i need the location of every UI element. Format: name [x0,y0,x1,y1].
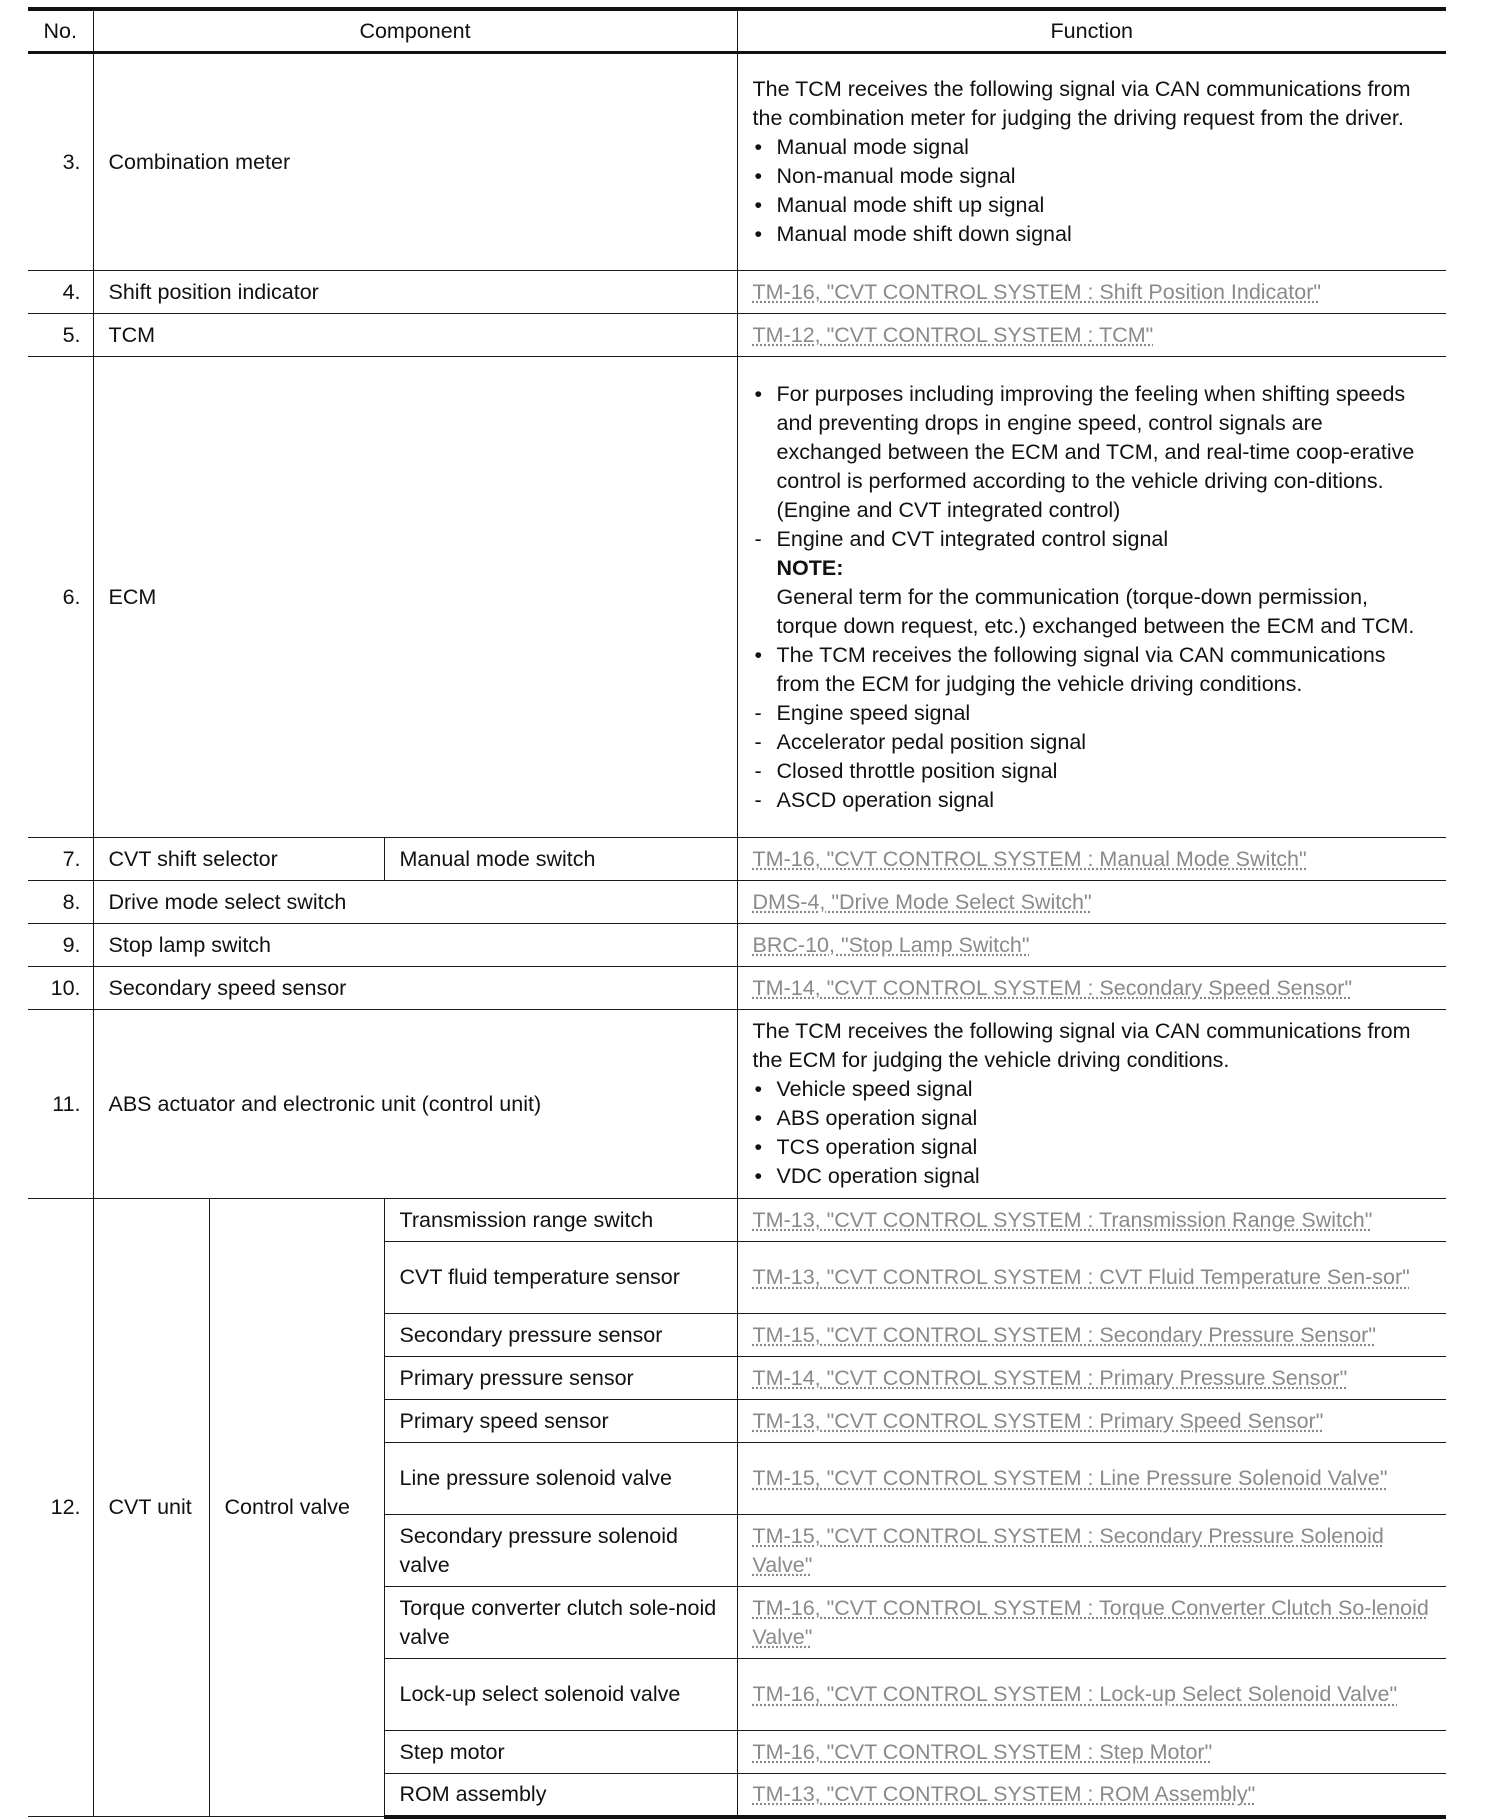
component-name: Shift position indicator [93,271,737,314]
part-name: Primary pressure sensor [384,1357,737,1400]
note-text: General term for the communication (torque-down permission, torque down request, etc.) exchanged between the ECM and TCM. [776,584,1415,638]
reference-link[interactable]: TM-13, "CVT CONTROL SYSTEM : CVT Fluid Temperature Sen-sor" [752,1265,1410,1289]
table-row [28,838,1446,881]
row-number: 11. [28,1010,93,1199]
list-item: • VDC operation signal [754,1164,980,1188]
list-item: - Engine and CVT integrated control signal [754,526,1169,551]
reference-link[interactable]: TM-14, "CVT CONTROL SYSTEM : Primary Pressure Sensor" [752,1365,1348,1390]
component-name: Drive mode select switch [93,881,737,924]
function-cell [737,1731,1446,1774]
list-item: • Non-manual mode signal [754,164,1016,188]
row-number: 7. [28,838,93,881]
reference-link[interactable]: TM-13, "CVT CONTROL SYSTEM : Primary Speed Sensor" [752,1408,1324,1433]
row-number: 6. [28,357,93,838]
header-no: No. [28,9,93,53]
reference-link[interactable]: TM-16, "CVT CONTROL SYSTEM : Manual Mode Switch" [752,846,1307,871]
function-cell [737,1242,1446,1314]
row-number: 10. [28,967,93,1010]
note-label: NOTE: [776,555,844,580]
row-number: 9. [28,924,93,967]
function-cell [737,1587,1446,1659]
function-cell [737,967,1446,1010]
table-row [28,924,1446,967]
function-cell [737,1659,1446,1731]
part-name: Secondary pressure sensor [384,1314,737,1357]
header-component: Component [93,9,737,53]
list-item: • For purposes including improving the feeling when shifting speeds and preventing drops in engine speed, control signals are exchanged between the ECM and TCM, and real-time coop-erative control is performed according to the vehicle driving con-ditions. (Engine and CVT integrated control) [754,381,1415,522]
reference-link[interactable]: TM-12, "CVT CONTROL SYSTEM : TCM" [752,322,1154,347]
list-item: - ASCD operation signal [754,787,995,812]
component-name: ABS actuator and electronic unit (control unit) [93,1010,737,1199]
function-cell [737,1357,1446,1400]
component-function-table [28,7,1446,1819]
subcomponent-name: Control valve [209,1199,384,1817]
part-name: CVT fluid temperature sensor [384,1242,737,1314]
function-cell [737,1010,1446,1199]
function-cell [737,1314,1446,1357]
list-item: • The TCM receives the following signal via CAN communications from the ECM for judging the vehicle driving conditions. [754,642,1386,696]
header-row [28,9,1446,53]
list-item: • TCS operation signal [754,1135,978,1159]
component-name: CVT shift selector [93,838,384,881]
part-name: ROM assembly [384,1774,737,1817]
function-cell [737,314,1446,357]
reference-link[interactable]: BRC-10, "Stop Lamp Switch" [752,932,1030,957]
reference-link[interactable]: TM-16, "CVT CONTROL SYSTEM : Step Motor" [752,1739,1213,1764]
component-name: CVT unit [93,1199,209,1817]
function-intro: The TCM receives the following signal via CAN communications from the combination meter for judging the driving request from the driver. [752,77,1411,130]
component-name: Stop lamp switch [93,924,737,967]
function-cell [737,1400,1446,1443]
reference-link[interactable]: TM-16, "CVT CONTROL SYSTEM : Lock-up Select Solenoid Valve" [752,1682,1398,1706]
row-number: 5. [28,314,93,357]
table-row [28,271,1446,314]
reference-link[interactable]: TM-14, "CVT CONTROL SYSTEM : Secondary Speed Sensor" [752,975,1353,1000]
part-name: Lock-up select solenoid valve [384,1659,737,1731]
table-row [28,53,1446,271]
row-number: 8. [28,881,93,924]
part-name: Transmission range switch [384,1199,737,1242]
subcomponent-name: Manual mode switch [384,838,737,881]
list-item: • Manual mode signal [754,135,969,159]
function-cell [737,881,1446,924]
table-row [28,1010,1446,1199]
list-item: - Engine speed signal [754,700,971,725]
function-cell [737,924,1446,967]
function-cell [737,1199,1446,1242]
reference-link[interactable]: TM-15, "CVT CONTROL SYSTEM : Secondary Pressure Sensor" [752,1322,1376,1347]
part-name: Torque converter clutch sole-noid valve [384,1587,737,1659]
row-number: 3. [28,53,93,271]
table-row [28,357,1446,838]
function-cell [737,1515,1446,1587]
list-item: • Manual mode shift up signal [754,193,1045,217]
part-name: Secondary pressure solenoid valve [384,1515,737,1587]
part-name: Line pressure solenoid valve [384,1443,737,1515]
component-name: TCM [93,314,737,357]
list-item: - Closed throttle position signal [754,758,1058,783]
list-item: • ABS operation signal [754,1106,978,1130]
reference-link[interactable]: TM-13, "CVT CONTROL SYSTEM : Transmission Range Switch" [752,1207,1373,1232]
list-item: - Accelerator pedal position signal [754,729,1087,754]
component-name: Combination meter [93,53,737,271]
reference-link[interactable]: TM-13, "CVT CONTROL SYSTEM : ROM Assembly" [752,1781,1256,1806]
reference-link[interactable]: DMS-4, "Drive Mode Select Switch" [752,889,1092,914]
table-row [28,314,1446,357]
function-cell [737,357,1446,838]
row-number: 4. [28,271,93,314]
function-cell [737,838,1446,881]
list-item: • Vehicle speed signal [754,1077,973,1101]
row-number: 12. [28,1199,93,1817]
reference-link[interactable]: TM-16, "CVT CONTROL SYSTEM : Torque Converter Clutch So-lenoid Valve" [752,1595,1429,1649]
table-row [28,881,1446,924]
part-name: Primary speed sensor [384,1400,737,1443]
component-name: ECM [93,357,737,838]
part-name: Step motor [384,1731,737,1774]
table-row [28,967,1446,1010]
reference-link[interactable]: TM-15, "CVT CONTROL SYSTEM : Line Pressure Solenoid Valve" [752,1466,1388,1490]
function-cell [737,1774,1446,1817]
list-item: • Manual mode shift down signal [754,222,1072,246]
header-function: Function [737,9,1446,53]
component-name: Secondary speed sensor [93,967,737,1010]
table-row [28,1199,1446,1242]
function-cell [737,1443,1446,1515]
reference-link[interactable]: TM-15, "CVT CONTROL SYSTEM : Secondary Pressure Solenoid Valve" [752,1523,1384,1577]
function-intro: The TCM receives the following signal via CAN communications from the ECM for judging the vehicle driving conditions. [752,1019,1411,1072]
function-cell [737,53,1446,271]
function-cell [737,271,1446,314]
reference-link[interactable]: TM-16, "CVT CONTROL SYSTEM : Shift Position Indicator" [752,279,1321,304]
